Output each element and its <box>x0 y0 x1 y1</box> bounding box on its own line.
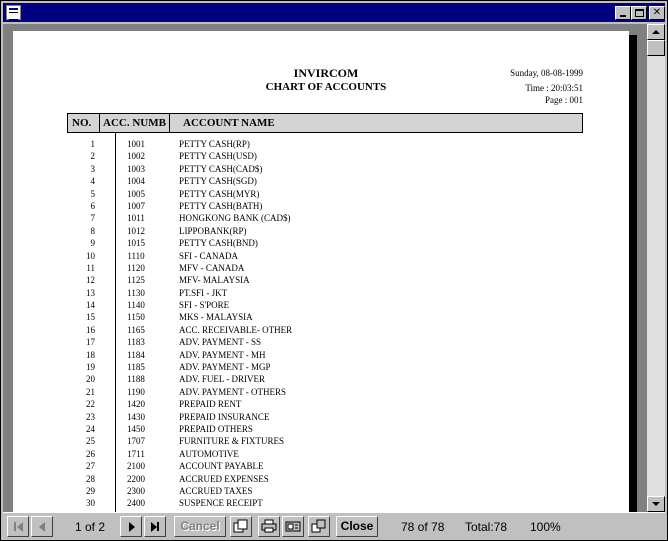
account-name: ADV. PAYMENT - SS <box>179 337 262 348</box>
account-number: 1011 <box>127 213 145 224</box>
account-number: 2100 <box>127 461 145 472</box>
account-name: PETTY CASH(SGD) <box>179 176 257 187</box>
account-name: PETTY CASH(BND) <box>179 238 258 249</box>
maximize-icon <box>635 9 644 17</box>
account-name: ACCRUED EXPENSES <box>179 473 269 484</box>
row-number: 19 <box>86 362 95 373</box>
table-row <box>67 200 583 212</box>
table-row <box>67 423 583 435</box>
account-name: ADV. PAYMENT - OTHERS <box>179 386 287 397</box>
row-number: 26 <box>86 448 95 459</box>
row-number: 30 <box>86 498 95 509</box>
account-number: 1015 <box>127 238 145 249</box>
account-number: 1711 <box>127 448 145 459</box>
account-name: PETTY CASH(MYR) <box>179 188 260 199</box>
report-title: CHART OF ACCOUNTS <box>265 81 387 93</box>
table-row <box>67 361 583 373</box>
table-row <box>67 386 583 398</box>
table-row <box>67 274 583 286</box>
account-number: 1007 <box>127 200 145 211</box>
print-button[interactable] <box>258 516 280 537</box>
row-number: 20 <box>86 374 95 385</box>
printer-setup-button[interactable] <box>282 516 304 537</box>
account-number: 1004 <box>127 176 145 187</box>
row-number: 9 <box>90 238 95 249</box>
row-number: 22 <box>86 399 95 410</box>
row-number: 18 <box>86 349 95 360</box>
table-row <box>67 411 583 423</box>
minimize-icon <box>620 15 626 17</box>
row-number: 10 <box>86 250 95 261</box>
account-name: PETTY CASH(RP) <box>179 139 250 149</box>
col-account-name: ACCOUNT NAME <box>183 117 275 129</box>
table-row <box>67 460 583 472</box>
account-number: 1005 <box>127 188 145 199</box>
vertical-scrollbar[interactable] <box>647 24 665 512</box>
account-name: SUSPENCE RECEIPT <box>179 498 263 509</box>
account-number: 1190 <box>127 386 145 397</box>
close-button[interactable]: Close <box>336 516 378 537</box>
record-count: 78 of 78 <box>401 520 445 534</box>
table-row <box>67 336 583 348</box>
account-name: ADV. PAYMENT - MGP <box>179 362 271 373</box>
last-page-button[interactable] <box>144 516 166 537</box>
table-row <box>67 324 583 336</box>
account-number: 1450 <box>127 423 145 434</box>
company-name: INVIRCOM <box>293 66 359 80</box>
column-divider <box>99 114 100 132</box>
previous-page-button[interactable] <box>31 516 53 537</box>
account-number: 1185 <box>127 362 145 373</box>
account-number: 1183 <box>127 337 145 348</box>
account-name: PETTY CASH(CAD$) <box>179 163 263 174</box>
arrow-up-icon <box>652 30 660 34</box>
account-number: 1707 <box>127 436 145 447</box>
row-number: 25 <box>86 436 95 447</box>
table-row <box>67 188 583 200</box>
account-number: 1120 <box>127 262 145 273</box>
account-number: 1184 <box>127 349 145 360</box>
account-number: 1130 <box>127 287 145 298</box>
row-number: 7 <box>90 213 95 224</box>
account-number: 2300 <box>127 485 145 496</box>
row-number: 12 <box>86 275 95 286</box>
report-date: Sunday, 08-08-1999 <box>510 68 583 78</box>
account-rows <box>67 138 583 522</box>
account-name: MKS - MALAYSIA <box>179 312 253 323</box>
row-number: 23 <box>86 411 95 422</box>
account-name: AUTOMOTIVE <box>179 448 239 459</box>
table-row <box>67 311 583 323</box>
table-row <box>67 349 583 361</box>
close-icon: ✕ <box>652 7 662 18</box>
account-name: MFV- MALAYSIA <box>179 275 250 286</box>
arrow-down-icon <box>652 502 660 506</box>
row-number: 15 <box>86 312 95 323</box>
account-name: HONGKONG BANK (CAD$) <box>179 213 291 224</box>
report-page-number: Page : 001 <box>545 95 583 105</box>
table-row <box>67 237 583 249</box>
row-number: 17 <box>86 337 95 348</box>
column-divider <box>169 114 170 132</box>
account-number: 2200 <box>127 473 145 484</box>
account-name: ADV. FUEL - DRIVER <box>179 374 266 385</box>
account-name: PETTY CASH(BATH) <box>179 200 263 211</box>
account-name: LIPPOBANK(RP) <box>179 225 247 236</box>
account-number: 2400 <box>127 498 145 509</box>
report-page <box>13 31 629 531</box>
table-row <box>67 299 583 311</box>
export-icon <box>311 519 327 533</box>
maximize-button[interactable] <box>631 6 647 20</box>
zoom-level: 100% <box>530 520 561 534</box>
table-row <box>67 250 583 262</box>
table-row <box>67 473 583 485</box>
scroll-thumb[interactable] <box>647 40 665 56</box>
table-row <box>67 138 583 150</box>
table-row <box>67 435 583 447</box>
first-page-button[interactable] <box>7 516 29 537</box>
account-name: PREPAID RENT <box>179 399 242 410</box>
account-name: MFV - CANADA <box>179 262 245 273</box>
row-number: 14 <box>86 300 95 311</box>
row-number: 21 <box>86 386 95 397</box>
printer-setup-icon <box>285 519 301 533</box>
account-name: PT.SFI - JKT <box>179 287 228 298</box>
account-number: 1125 <box>127 275 145 286</box>
account-name: FURNITURE & FIXTURES <box>179 436 285 447</box>
col-acc-numb: ACC. NUMB <box>103 117 166 129</box>
table-row <box>67 225 583 237</box>
account-number: 1001 <box>127 139 145 149</box>
export-button[interactable] <box>308 516 330 537</box>
table-row <box>67 212 583 224</box>
table-row <box>67 150 583 162</box>
account-number: 1140 <box>127 300 145 311</box>
account-name: PREPAID INSURANCE <box>179 411 270 422</box>
title-bar[interactable] <box>3 3 665 22</box>
row-number: 4 <box>90 176 95 187</box>
zoom-button[interactable] <box>230 516 252 537</box>
row-number: 11 <box>86 262 95 273</box>
account-name: SFI - S'PORE <box>179 300 230 311</box>
table-row <box>67 497 583 509</box>
row-number: 13 <box>86 287 95 298</box>
minimize-button[interactable] <box>615 6 631 20</box>
row-number: 29 <box>86 485 95 496</box>
account-name: PREPAID OTHERS <box>179 423 253 434</box>
report-viewport[interactable] <box>3 24 647 512</box>
preview-toolbar <box>3 512 665 538</box>
account-name: SFI - CANADA <box>179 250 239 261</box>
account-number: 1165 <box>127 324 145 335</box>
row-number: 16 <box>86 324 95 335</box>
close-window-button[interactable] <box>649 6 665 20</box>
account-number: 1188 <box>127 374 145 385</box>
account-name: PETTY CASH(USD) <box>179 151 257 162</box>
row-number: 28 <box>86 473 95 484</box>
column-header <box>67 113 583 133</box>
row-number: 3 <box>90 163 95 174</box>
next-page-button[interactable] <box>120 516 142 537</box>
scroll-up-button[interactable] <box>647 24 665 40</box>
account-number: 1003 <box>127 163 145 174</box>
table-row <box>67 373 583 385</box>
table-row <box>67 262 583 274</box>
total-count: Total:78 <box>465 520 508 534</box>
table-row <box>67 287 583 299</box>
table-row <box>67 485 583 497</box>
account-number: 1430 <box>127 411 145 422</box>
table-row <box>67 163 583 175</box>
row-number: 2 <box>90 151 95 162</box>
scroll-down-button[interactable] <box>647 496 665 512</box>
print-icon <box>261 519 277 533</box>
row-number: 8 <box>90 225 95 236</box>
account-number: 1110 <box>127 250 145 261</box>
account-name: ACCRUED TAXES <box>179 485 253 496</box>
account-name: ACC. RECEIVABLE- OTHER <box>179 324 293 335</box>
page-indicator: 1 of 2 <box>75 520 106 534</box>
window-menu-icon[interactable] <box>6 5 21 20</box>
account-number: 1150 <box>127 312 145 323</box>
col-no: NO. <box>72 117 92 129</box>
account-name: ACCOUNT PAYABLE <box>179 461 264 472</box>
row-number: 6 <box>90 200 95 211</box>
row-number: 5 <box>90 188 95 199</box>
table-row <box>67 175 583 187</box>
report-time: Time : 20:03:51 <box>525 83 583 93</box>
row-number: 27 <box>86 461 95 472</box>
account-number: 1002 <box>127 151 145 162</box>
zoom-icon <box>233 519 249 533</box>
account-number: 1420 <box>127 399 145 410</box>
account-number: 1012 <box>127 225 145 236</box>
table-row <box>67 398 583 410</box>
row-number: 24 <box>86 423 95 434</box>
account-name: ADV. PAYMENT - MH <box>179 349 266 360</box>
table-row <box>67 448 583 460</box>
row-number: 1 <box>90 139 95 149</box>
cancel-button[interactable]: Cancel <box>174 516 226 537</box>
